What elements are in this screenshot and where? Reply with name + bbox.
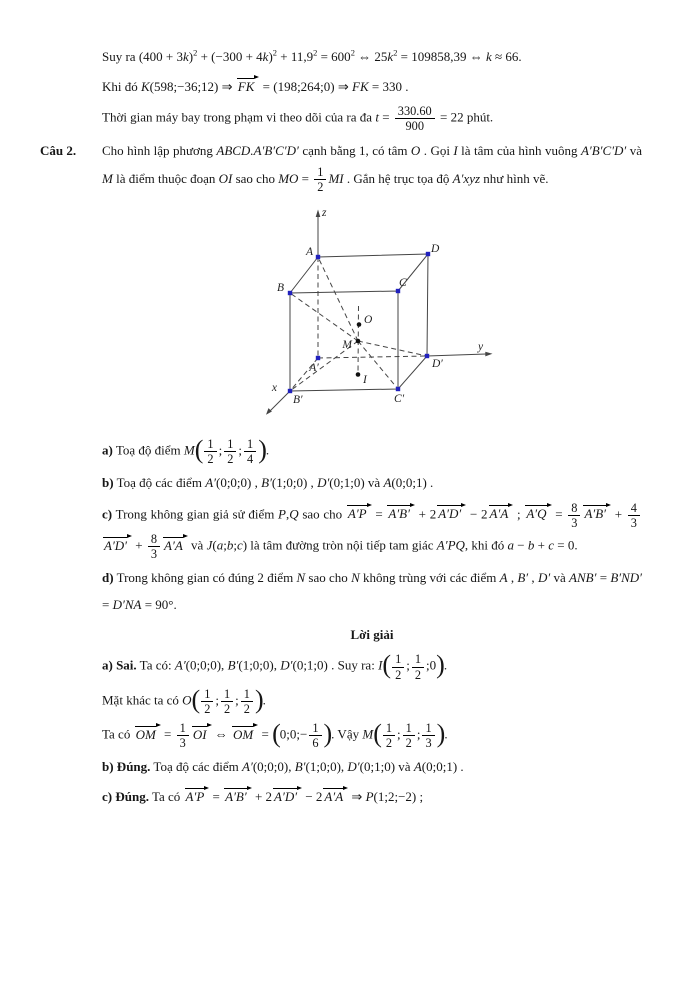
text-run: và [550, 570, 570, 586]
text-run: cạnh bằng 1, có tâm [298, 142, 411, 158]
vector-overline: A′B′ [584, 506, 607, 522]
text-run: + [534, 537, 549, 553]
math-italic-run: c [548, 537, 555, 553]
vertex-C-prime [396, 386, 400, 390]
math-italic-run: B′ [261, 475, 272, 491]
text-run: = [378, 109, 393, 125]
vector-overline: A′P [185, 789, 205, 805]
text-run: là điểm thuộc đoạn [112, 170, 219, 186]
text-run: = 22 phút. [436, 109, 494, 125]
text-run: (0;1;0) và [359, 759, 414, 775]
text-run: (1;0;0), [305, 759, 348, 775]
math-italic-run: MO [278, 170, 299, 186]
text-run: = 90°. [141, 597, 177, 613]
big-paren: ( [194, 434, 203, 464]
sol-b [102, 754, 642, 781]
math-italic-run: c [236, 537, 243, 553]
vertex-A [316, 254, 320, 258]
line-suy-ra [102, 44, 642, 71]
text-run: = 109858,39 ⇔ [397, 49, 486, 64]
text-run: , khi đó [464, 537, 508, 553]
math-italic-run: N [351, 570, 360, 586]
fraction: $\frac{330.60}{900}$ [395, 104, 435, 133]
big-paren: ) [258, 434, 266, 464]
vector-overline: A′A [489, 506, 509, 522]
text-run: ; [397, 726, 401, 742]
axis-x-arrow [266, 408, 272, 415]
math-italic-run: B′ [227, 658, 239, 674]
math-italic-run: A′B′C′D′ [580, 142, 627, 158]
vector-overline: A′D′ [438, 506, 462, 522]
superscript: 2 [313, 47, 318, 58]
text-run: Ta có: [136, 658, 175, 674]
text-run: Ta có [148, 789, 184, 805]
text-run: ; [235, 692, 239, 708]
math-italic-run: N [296, 570, 306, 586]
point-O [357, 322, 362, 327]
math-italic-run: A [499, 570, 508, 586]
math-italic-run: MI [328, 170, 344, 186]
bold-text-run: c) Đúng. [102, 789, 149, 805]
text-run: + [132, 537, 146, 553]
cube-figure-svg [244, 202, 504, 426]
text-run: Toạ độ các điểm [113, 475, 206, 491]
text-run: Toạ độ các điểm [150, 759, 243, 775]
fraction: $\frac{1}{2}$ [314, 165, 326, 194]
part-b [102, 470, 642, 497]
cau-2-body [102, 142, 642, 195]
text-run: = 330 . [368, 78, 409, 94]
vertex-C [396, 288, 400, 292]
text-run: ; [416, 726, 421, 742]
text-run: ; [513, 506, 525, 522]
math-italic-run: D′ [347, 759, 360, 775]
text-run: ) [268, 49, 273, 64]
fraction: $\frac{1}{6}$ [309, 721, 321, 750]
text-run: là tâm của hình vuông [457, 142, 581, 158]
text-run: = [209, 789, 224, 805]
text-run: Mặt khác ta có [102, 692, 183, 708]
math-italic-run: D′NA [112, 597, 142, 613]
math-italic-run: k [183, 49, 189, 64]
text-run: ) là tâm đường tròn nội tiếp tam giác [242, 537, 437, 553]
label-y-axis: y [478, 340, 484, 353]
text-run: . [262, 692, 266, 708]
fraction: $\frac{1}{2}$ [204, 437, 216, 466]
vector-overline: OM [135, 726, 156, 742]
big-paren: ) [323, 718, 332, 748]
math-italic-run: P [365, 789, 374, 805]
text-run: sao cho [232, 170, 279, 186]
big-paren: ) [436, 650, 444, 680]
text-run: + 2 [251, 789, 273, 805]
math-italic-run: t [375, 109, 379, 125]
text-run: như hình vẽ. [480, 170, 549, 186]
text-run: và [187, 537, 207, 553]
label-D-prime: D′ [432, 357, 443, 370]
math-italic-run: OI [218, 170, 233, 186]
text-run: ; [233, 537, 237, 553]
text-run: . [265, 442, 270, 458]
math-italic-run: B′ [294, 759, 306, 775]
text-run: = [160, 726, 175, 742]
bold-text-run: Lời giải [350, 626, 394, 642]
sol-c [102, 784, 642, 811]
label-I: I [363, 373, 367, 386]
big-paren: ( [373, 718, 381, 748]
text-run: − [514, 537, 528, 553]
label-B: B [276, 281, 284, 294]
text-run: sao cho [305, 570, 352, 586]
superscript: 2 [393, 47, 398, 58]
vector-overline: A′D′ [104, 537, 128, 553]
fraction: $\frac{8}{3}$ [148, 532, 160, 561]
cau-2 [40, 138, 642, 196]
bold-text-run: a) [102, 442, 113, 458]
label-O: O [364, 313, 373, 326]
math-italic-run: Q [289, 506, 299, 522]
text-run: + 11,9 [277, 49, 314, 64]
text-run: = 600 [317, 49, 351, 64]
big-paren: ( [272, 718, 280, 748]
text-run: sao cho [298, 506, 346, 522]
axis-z [316, 209, 321, 257]
text-run: . [444, 726, 448, 742]
text-run: ; [218, 442, 223, 458]
text-run: (0;0;0), [185, 658, 228, 674]
text-run: + (−300 + 4 [197, 49, 263, 64]
vertex-B-prime [288, 388, 292, 392]
vertex-D [426, 251, 430, 255]
text-run: ; [238, 442, 243, 458]
text-run: = [298, 170, 313, 186]
math-italic-run: B′ND′ [610, 570, 642, 586]
fraction: $\frac{1}{2}$ [403, 721, 415, 750]
heading-loi-giai [102, 622, 642, 649]
big-paren: ( [191, 684, 200, 714]
text-run: Ta có [102, 726, 134, 742]
label-A: A [305, 245, 313, 258]
text-run: ( [212, 537, 217, 553]
text-run: = [551, 506, 567, 522]
superscript: 2 [272, 47, 278, 58]
fraction: $\frac{8}{3}$ [568, 501, 580, 530]
text-run: = [258, 726, 273, 742]
text-run: ) [188, 49, 194, 64]
text-run: = [371, 506, 387, 522]
math-italic-run: A′ [242, 759, 253, 775]
text-run: ;0 [426, 658, 437, 674]
label-x-axis: x [271, 381, 277, 394]
text-run: = 0. [554, 537, 578, 553]
math-italic-run: O [182, 692, 192, 708]
text-run: + 2 [414, 506, 437, 522]
text-run: = [596, 570, 611, 586]
text-run: + [611, 506, 626, 522]
figure-labels [271, 207, 484, 406]
point-M [356, 338, 361, 343]
label-z-axis: z [322, 206, 327, 219]
label-C-prime: C′ [394, 392, 405, 405]
fraction: $\frac{1}{2}$ [383, 721, 395, 750]
vector-overline: A′B′ [225, 789, 247, 805]
math-italic-run: M [183, 442, 195, 458]
vector-overline: A′P [347, 506, 367, 522]
bold-text-run: b) [102, 475, 114, 491]
math-italic-run: M [362, 726, 374, 742]
text-run: Trong không gian có đúng 2 điểm [113, 570, 297, 586]
math-italic-run: A′xyz [452, 170, 481, 186]
line-thoi-gian [102, 103, 642, 134]
math-italic-run: b [527, 537, 535, 553]
text-run: (0;0;1) . [391, 475, 434, 491]
math-italic-run: k [387, 49, 394, 64]
bold-text-run: c) [102, 506, 113, 522]
vertex-B [288, 290, 292, 294]
text-run: , [507, 570, 518, 586]
math-italic-run: A [413, 759, 422, 775]
math-italic-run: b [226, 537, 234, 553]
vector-overline: FK [237, 78, 255, 94]
math-italic-run: B′ [517, 570, 529, 586]
vector-overline: A′Q [526, 506, 547, 522]
bold-text-run: a) Sai. [102, 658, 137, 674]
text-run: = [102, 597, 113, 613]
text-run: (0;1;0) và [329, 475, 384, 491]
text-run: = (198;264;0) ⇒ [259, 78, 353, 94]
text-run: , [528, 570, 538, 586]
text-run: Toạ độ điểm [112, 442, 184, 458]
text-run: ⇔ 25 [354, 49, 388, 64]
math-italic-run: k [262, 49, 269, 64]
label-A-prime: A′ [309, 361, 319, 374]
part-d [102, 565, 642, 618]
text-run: không trùng với các điểm [359, 570, 500, 586]
fraction: $\frac{4}{3}$ [628, 501, 640, 530]
label-M: M [342, 338, 352, 351]
math-italic-run: D′ [280, 658, 293, 674]
fraction: $\frac{1}{4}$ [244, 437, 256, 466]
fraction: $\frac{1}{3}$ [422, 721, 434, 750]
text-run: (0;1;0) . Suy ra: [292, 658, 379, 674]
axis-y-arrow [485, 351, 492, 356]
fraction: $\frac{1}{2}$ [241, 687, 253, 716]
math-italic-run: ANB′ [569, 570, 597, 586]
label-D: D [431, 242, 440, 255]
math-italic-run: A′ [205, 475, 216, 491]
text-run: Cho hình lập phương [102, 142, 217, 158]
text-run: Khi đó [102, 78, 141, 94]
bold-text-run: b) Đúng. [102, 759, 151, 775]
line-khi-do [102, 74, 642, 101]
point-I [356, 372, 361, 377]
fraction: $\frac{1}{2}$ [221, 687, 233, 716]
vector-overline: OM [233, 726, 254, 742]
math-italic-run: A′ [174, 658, 186, 674]
fraction: $\frac{1}{2}$ [392, 652, 404, 681]
sol-a-line-3 [102, 720, 642, 751]
superscript: 2 [350, 47, 355, 58]
text-run: − 2 [302, 789, 323, 805]
axis-z-arrow [316, 209, 321, 217]
math-italic-run: a [507, 537, 515, 553]
text-run: (0;0;0) , [215, 475, 262, 491]
text-run: (1;0;0), [238, 658, 281, 674]
text-run: (598;−36;12) ⇒ [149, 78, 236, 94]
fraction: $\frac{1}{3}$ [177, 721, 189, 750]
vector-overline: A′A [324, 789, 344, 805]
fraction: $\frac{1}{2}$ [412, 652, 424, 681]
text-run: ; [215, 692, 219, 708]
math-italic-run: P [278, 506, 286, 522]
math-italic-run: A [383, 475, 392, 491]
math-italic-run: D′ [317, 475, 330, 491]
math-italic-run: J [206, 537, 213, 553]
text-run: Trong không gian giả sử điểm [112, 506, 279, 522]
cube-figure [244, 202, 642, 430]
math-italic-run: M [102, 170, 113, 186]
vector-overline: OI [192, 726, 207, 742]
text-run: ; [223, 537, 227, 553]
big-paren: ) [254, 684, 263, 714]
text-run: (1;0;0) , [271, 475, 318, 491]
math-italic-run: a [216, 537, 224, 553]
text-run: . Gọi [420, 142, 454, 158]
text-run: , [286, 506, 290, 522]
text-run: . [443, 658, 448, 674]
text-run: ⇒ [348, 789, 366, 805]
vector-overline: A′B′ [388, 506, 410, 522]
math-italic-run: FK [352, 78, 369, 94]
text-run: Suy ra (400 + 3 [102, 49, 183, 64]
big-paren: ( [382, 650, 391, 680]
text-run: − 2 [466, 506, 488, 522]
text-run: (0;0;0), [252, 759, 295, 775]
axis-x [266, 391, 290, 415]
vertex-D-prime [425, 353, 429, 357]
text-run: và [626, 142, 642, 158]
vertex-A-prime [316, 355, 320, 359]
text-run: 0;0;− [279, 726, 308, 742]
fraction: $\frac{1}{2}$ [224, 437, 236, 466]
math-italic-run: K [141, 78, 150, 94]
text-run: . Gắn hệ trục tọa độ [343, 170, 453, 186]
sol-a-line-1 [102, 651, 642, 682]
text-run: ; [406, 658, 410, 674]
text-run: (0;0;1) . [421, 759, 464, 775]
text-run: ≈ 66. [491, 49, 522, 64]
text-run: ⇔ [211, 726, 232, 742]
math-italic-run: I [378, 658, 383, 674]
label-B-prime: B′ [293, 393, 303, 406]
vector-overline: A′D′ [274, 789, 298, 805]
sol-a-line-2 [102, 686, 642, 717]
math-italic-run: O [410, 142, 421, 158]
label-C: C [399, 276, 407, 289]
cau-2-label: Câu 2. [40, 142, 77, 158]
bold-text-run: d) [102, 570, 114, 586]
part-a [102, 436, 642, 467]
vector-overline: A′A [164, 537, 183, 553]
text-run: Thời gian máy bay trong phạm vi theo dõi của ra đa [102, 109, 376, 125]
math-italic-run: I [453, 142, 458, 158]
big-paren: ) [436, 718, 445, 748]
superscript: 2 [193, 47, 198, 58]
math-italic-run: ABCD.A′B′C′D′ [216, 142, 299, 158]
part-c [102, 500, 642, 563]
fraction: $\frac{1}{2}$ [201, 687, 213, 716]
text-run: . Vậy [331, 726, 363, 742]
text-run: (1;2;−2) ; [373, 789, 424, 805]
math-italic-run: A′PQ [436, 537, 465, 553]
math-italic-run: k [486, 49, 492, 64]
math-italic-run: D′ [537, 570, 551, 586]
